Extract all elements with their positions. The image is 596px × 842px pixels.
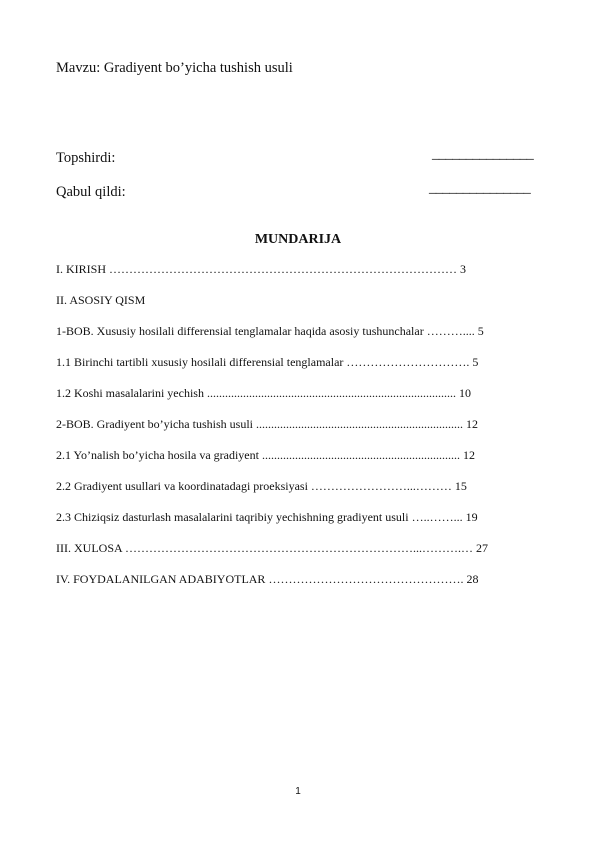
document-topic: Mavzu: Gradiyent bo’yicha tushish usuli xyxy=(56,60,293,76)
toc-entry-chapter-2: 2-BOB. Gradiyent bo’yicha tushish usuli ..................................................................... 12 xyxy=(56,417,478,431)
toc-entry-section-1-2: 1.2 Koshi masalalarini yechish ................................................................................... 10 xyxy=(56,386,471,400)
submitted-signature-line: _______________ xyxy=(432,146,534,162)
page-number: 1 xyxy=(295,786,301,797)
toc-heading: MUNDARIJA xyxy=(254,232,342,247)
toc-entry-references: IV. FOYDALANILGAN ADABIYOTLAR …………………………………………. 28 xyxy=(56,572,479,586)
toc-entry-section-1-1: 1.1 Birinchi tartibli xususiy hosilali differensial tenglamalar …………………………. 5 xyxy=(56,355,479,369)
accepted-label: Qabul qildi: xyxy=(56,184,126,200)
toc-entry-section-2-3: 2.3 Chiziqsiz dasturlash masalalarini taqribiy yechishning gradiyent usuli …..……... 19 xyxy=(56,510,478,524)
accepted-signature-line: _______________ xyxy=(429,180,531,196)
toc-entry-chapter-1: 1-BOB. Xususiy hosilali differensial tenglamalar haqida asosiy tushunchalar ……….... 5 xyxy=(56,324,484,338)
toc-entry-main-part: II. ASOSIY QISM xyxy=(56,293,146,307)
toc-entry-conclusion: III. XULOSA ………………………………………………………………...……….… 27 xyxy=(56,541,488,555)
toc-entry-introduction: I. KIRISH …………………………………………………………………………… 3 xyxy=(56,262,466,276)
submitted-label: Topshirdi: xyxy=(56,150,116,166)
toc-entry-section-2-2: 2.2 Gradiyent usullari va koordinatadagi proeksiyasi ……………………...……… 15 xyxy=(56,479,467,493)
toc-entry-section-2-1: 2.1 Yo’nalish bo’yicha hosila va gradiyent .................................................................. 12 xyxy=(56,448,475,462)
